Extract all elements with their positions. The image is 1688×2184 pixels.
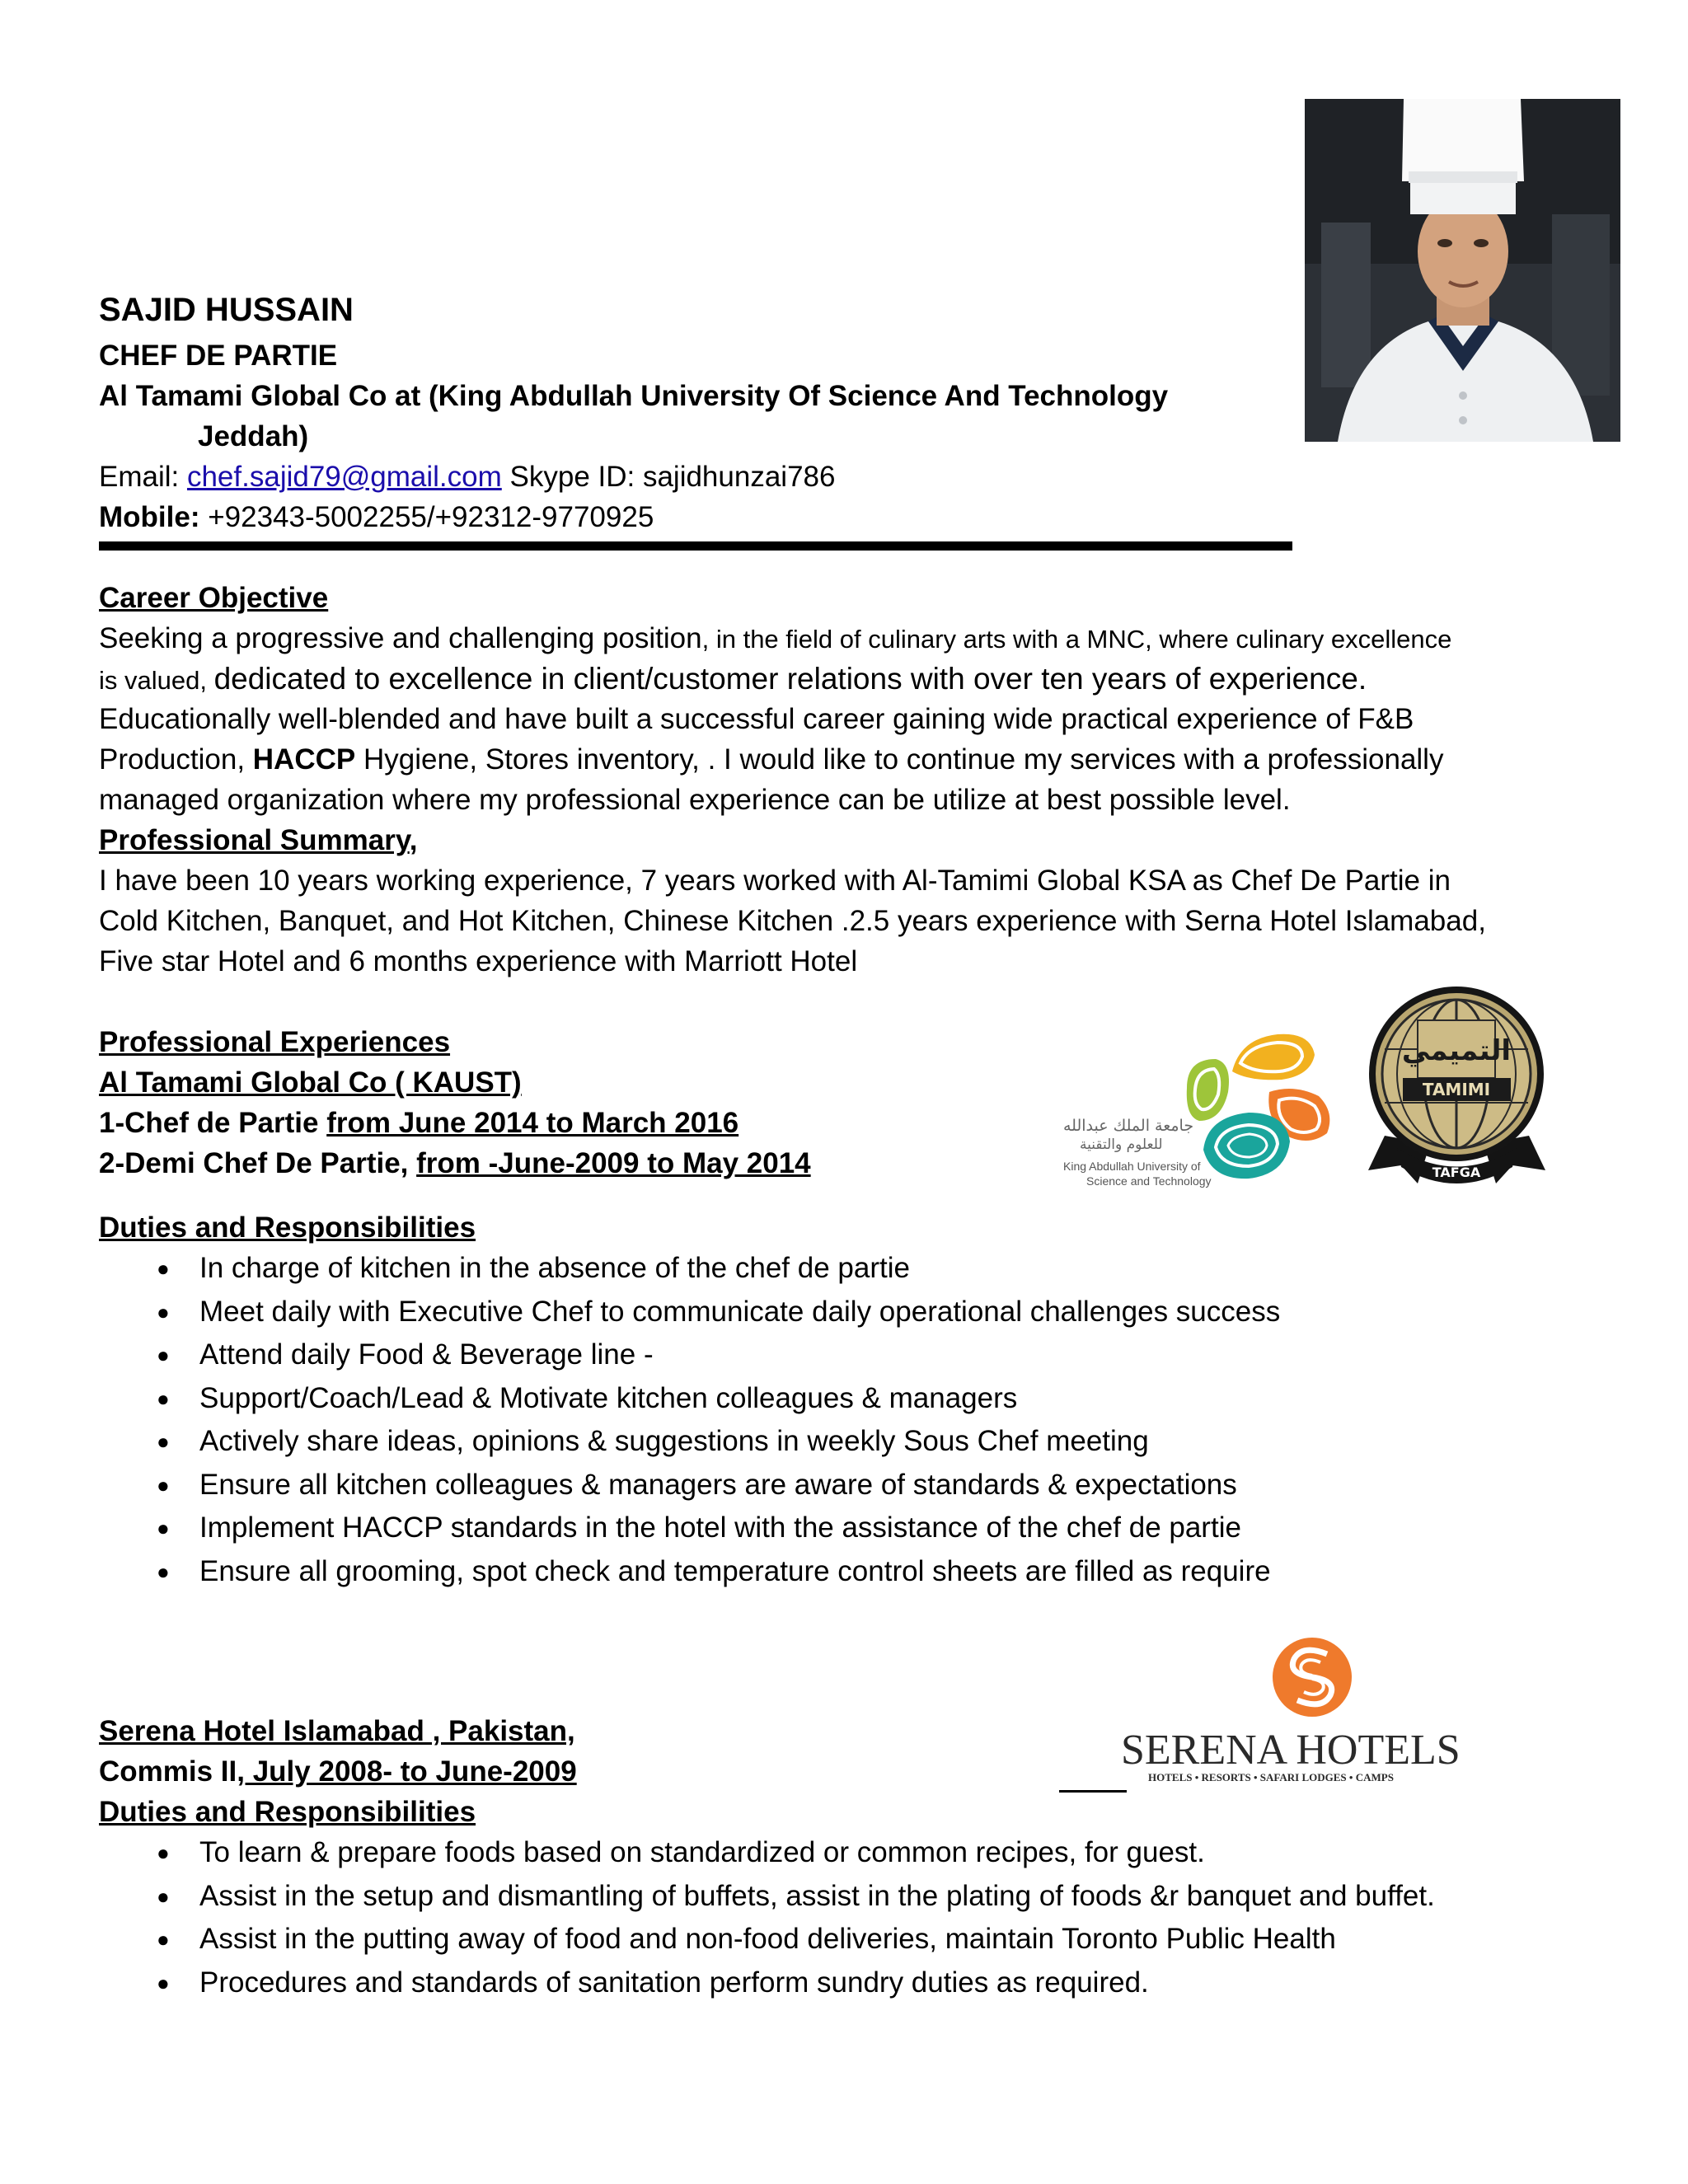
professional-summary-line: Cold Kitchen, Banquet, and Hot Kitchen, Chinese Kitchen .2.5 years experience with Serna Hotel Islamabad, bbox=[99, 905, 1486, 937]
duties-heading: Duties and Responsibilities bbox=[99, 1796, 476, 1828]
email-label: Email: bbox=[99, 461, 187, 493]
haccp-term: HACCP bbox=[252, 743, 356, 776]
duty-item: ● In charge of kitchen in the absence of the chef de partie bbox=[99, 1247, 1280, 1291]
career-objective-line bbox=[99, 658, 1367, 701]
skype-id: Skype ID: sajidhunzai786 bbox=[501, 461, 836, 493]
profile-photo bbox=[1305, 99, 1620, 442]
kaust-english-name: Science and Technology bbox=[1086, 1174, 1212, 1188]
tamimi-logo bbox=[1368, 979, 1545, 1195]
serena-tagline: HOTELS • RESORTS • SAFARI LODGES • CAMPS bbox=[1148, 1771, 1394, 1783]
employer-line-continued: Jeddah) bbox=[198, 420, 309, 452]
tamimi-ribbon-text: TAFGA bbox=[1432, 1165, 1481, 1180]
company-name: Al Tamami Global Co ( KAUST) bbox=[99, 1066, 522, 1099]
role-entry bbox=[99, 1751, 577, 1792]
kaust-arabic-name: جامعة الملك عبدالله bbox=[1063, 1117, 1194, 1135]
duty-item: ● Support/Coach/Lead & Motivate kitchen colleagues & managers bbox=[99, 1377, 1280, 1421]
duty-item: ● Actively share ideas, opinions & suggestions in weekly Sous Chef meeting bbox=[99, 1420, 1280, 1464]
candidate-name: SAJID HUSSAIN bbox=[99, 292, 354, 328]
role-entry bbox=[99, 1103, 738, 1143]
professional-summary-comma: , bbox=[409, 824, 418, 856]
kaust-english-name: King Abdullah University of bbox=[1063, 1160, 1201, 1173]
duty-item: ● Assist in the setup and dismantling of buffets, assist in the plating of foods &r banquet and buffet. bbox=[99, 1875, 1435, 1919]
employer-line: Al Tamami Global Co at (King Abdullah University Of Science And Technology bbox=[99, 380, 1169, 412]
contact-email-line bbox=[99, 457, 835, 497]
role-title: 2-Demi Chef De Partie, bbox=[99, 1147, 417, 1179]
professional-summary-line: I have been 10 years working experience, 7 years worked with Al-Tamimi Global KSA as Chef De Partie in bbox=[99, 865, 1451, 897]
professional-summary-line: Five star Hotel and 6 months experience with Marriott Hotel bbox=[99, 945, 858, 977]
tamimi-arabic-mark: التميمي bbox=[1401, 1034, 1512, 1067]
role-dates: , July 2008- to June-2009 bbox=[237, 1755, 577, 1788]
kaust-logo bbox=[1063, 1030, 1360, 1195]
role-title: Commis II bbox=[99, 1755, 237, 1788]
duty-item: ● Ensure all kitchen colleagues & managers are aware of standards & expectations bbox=[99, 1464, 1280, 1507]
duty-item: ● Attend daily Food & Beverage line - bbox=[99, 1333, 1280, 1377]
career-objective-text: dedicated to excellence in client/customer relations with over ten years of experience. bbox=[213, 662, 1367, 696]
role-dates: from -June-2009 to May 2014 bbox=[416, 1147, 811, 1179]
career-objective-text: Production, bbox=[99, 743, 253, 776]
career-objective-text: , in the field of culinary arts with a MNC, where culinary excellence bbox=[701, 625, 1452, 654]
duty-item: ● Ensure all grooming, spot check and temperature control sheets are filled as require bbox=[99, 1550, 1280, 1594]
professional-experiences-heading: Professional Experiences bbox=[99, 1026, 451, 1058]
professional-summary-title: Professional Summary bbox=[99, 824, 410, 856]
career-objective-line: Educationally well-blended and have built a successful career gaining wide practical experience of F&B bbox=[99, 703, 1414, 735]
role-dates: from June 2014 to March 2016 bbox=[326, 1107, 739, 1139]
company-name: Serena Hotel Islamabad , Pakistan, bbox=[99, 1715, 575, 1747]
job-title: CHEF DE PARTIE bbox=[99, 340, 338, 372]
email-link[interactable]: chef.sajid79@gmail.com bbox=[186, 461, 502, 493]
career-objective-text: Hygiene, Stores inventory, . I would like to continue my services with a professionally bbox=[355, 743, 1444, 776]
duties-list bbox=[99, 1831, 1435, 2004]
professional-summary-heading bbox=[99, 820, 417, 860]
serena-hotels-logo bbox=[1055, 1628, 1500, 1797]
mobile-label: Mobile: bbox=[99, 501, 200, 533]
contact-mobile-line bbox=[99, 497, 654, 537]
duty-item: ● Implement HACCP standards in the hotel with the assistance of the chef de partie bbox=[99, 1507, 1280, 1550]
serena-underline bbox=[1059, 1790, 1127, 1793]
role-title: 1-Chef de Partie bbox=[99, 1107, 327, 1139]
mobile-number: +92343-5002255/+92312-9770925 bbox=[199, 501, 654, 533]
serena-wordmark: SERENA HOTELS bbox=[1121, 1727, 1461, 1774]
kaust-arabic-name: للعلوم والتقنية bbox=[1080, 1137, 1163, 1153]
duty-item: ● Procedures and standards of sanitation perform sundry duties as required. bbox=[99, 1961, 1435, 2005]
duty-item: ● To learn & prepare foods based on standardized or common recipes, for guest. bbox=[99, 1831, 1435, 1875]
career-objective-line bbox=[99, 739, 1443, 780]
duties-list bbox=[99, 1247, 1280, 1593]
career-objective-line bbox=[99, 618, 1451, 659]
header-divider bbox=[99, 541, 1292, 551]
duty-item: ● Assist in the putting away of food and non-food deliveries, maintain Toronto Public Health bbox=[99, 1918, 1435, 1961]
career-objective-heading: Career Objective bbox=[99, 582, 329, 614]
duty-item: ● Meet daily with Executive Chef to communicate daily operational challenges success bbox=[99, 1291, 1280, 1334]
duties-heading: Duties and Responsibilities bbox=[99, 1212, 476, 1244]
career-objective-line: managed organization where my professional experience can be utilize at best possible level. bbox=[99, 784, 1291, 816]
career-objective-text: is valued, bbox=[99, 666, 214, 695]
role-entry bbox=[99, 1143, 811, 1183]
career-objective-text: Seeking a progressive and challenging position bbox=[99, 622, 702, 654]
tamimi-banner-text: TAMIMI bbox=[1422, 1080, 1491, 1099]
